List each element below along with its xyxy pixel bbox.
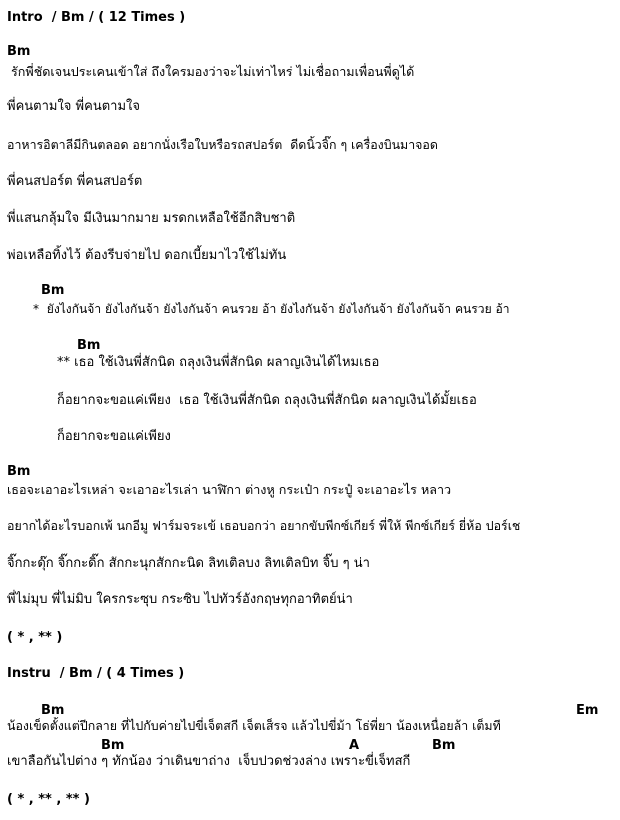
verse1-line-3: อาหารอิตาลีมีกินตลอด อยากนั่งเรือใบหรือรถสปอร์ต ดีดนิ้วจิ๊ก ๆ เครื่องบินมาจอด	[7, 137, 438, 152]
verse2-chord: Bm	[7, 464, 31, 479]
verse2-line-4: พี่ไม่มุบ พี่ไม่มิบ ใครกระซุบ กระซิบ ไปทัวร์อังกฤษทุกอาทิตย์น่า	[7, 592, 353, 607]
bridge-chord-1: Bm	[41, 703, 65, 718]
hook2-line-1: ** เธอ ใช้เงินพี่สักนิด ถลุงเงินพี่สักนิด ผลาญเงินได้ไหมเธอ	[57, 355, 380, 370]
ending-repeat: ( * , ** , ** )	[7, 792, 90, 807]
verse1-line-1: รักพี่ชัดเจนประเคนเข้าใส่ ถึงใครมองว่าจะไม่เท่าไหร่ ไม่เชื่อถามเพื่อนพี่ดูได้	[7, 64, 415, 79]
hook1-chord: Bm	[41, 283, 65, 298]
verse2-line-3: จิ๊กกะดุ๊ก จิ๊กกะดิ๊ก สักกะนุกสักกะนิด ลิทเติลบง ลิทเติลบิท จิ๊บ ๆ น่า	[7, 556, 370, 571]
bridge-chord-5: Bm	[432, 738, 456, 753]
verse1-line-6: พ่อเหลือทิ้งไว้ ต้องรีบจ่ายไป ดอกเบี้ยมาไวใช้ไม่ทัน	[7, 248, 287, 263]
verse1-line-2: พี่คนตามใจ พี่คนตามใจ	[7, 99, 140, 114]
bridge-chord-4: A	[349, 738, 360, 753]
hook1-line: * ยังไงกันจ้า ยังไงกันจ้า ยังไงกันจ้า คนรวย อ้า ยังไงกันจ้า ยังไงกันจ้า ยังไงกันจ้า คนรวย อ้า	[33, 302, 510, 316]
bridge-line-1: น้องเข็ดตั้งแต่ปีกลาย ที่ไปกับค่ายไปขี่เจ็ตสกี เจ็ตเส็รจ แล้วไปขี่ม้า โธ่พี่ยา น้องเหนื่อยล้า เต็มที	[7, 718, 501, 733]
bridge-line-2: เขาลือกันไปต่าง ๆ ทักน้อง ว่าเดินขาถ่าง เจ็บปวดช่วงล่าง เพราะขี่เจ็ทสกี	[7, 754, 411, 769]
intro-heading: Intro / Bm / ( 12 Times )	[7, 10, 186, 25]
bridge-chord-2: Em	[576, 703, 599, 718]
verse2-line-2: อยากได้อะไรบอกเพ้ นกอีมู ฟาร์มจระเข้ เธอบอกว่า อยากขับพีกซ์เกียร์ พี่ให้ พีกซ์เกียร์ ยี่ห้อ ปอร์เช	[7, 518, 521, 533]
verse2-line-1: เธอจะเอาอะไรเหล่า จะเอาอะไรเล่า นาฬิกา ต่างหู กระเป๋า กระปู๋ จะเอาอะไร หลาว	[7, 482, 452, 497]
hook2-line-3: ก็อยากจะขอแค่เพียง	[57, 429, 171, 444]
verse1-chord: Bm	[7, 44, 31, 59]
hook2-chord: Bm	[77, 338, 101, 353]
bridge-chord-3: Bm	[101, 738, 125, 753]
hook2-line-2: ก็อยากจะขอแค่เพียง เธอ ใช้เงินพี่สักนิด ถลุงเงินพี่สักนิด ผลาญเงินได้มั้ยเธอ	[57, 393, 477, 408]
verse1-line-4: พี่คนสปอร์ต พี่คนสปอร์ต	[7, 174, 143, 189]
verse2-repeat: ( * , ** )	[7, 630, 63, 645]
verse1-line-5: พี่แสนกลุ้มใจ มีเงินมากมาย มรดกเหลือใช้อีกสิบชาติ	[7, 211, 296, 226]
instru-heading: Instru / Bm / ( 4 Times )	[7, 666, 185, 681]
